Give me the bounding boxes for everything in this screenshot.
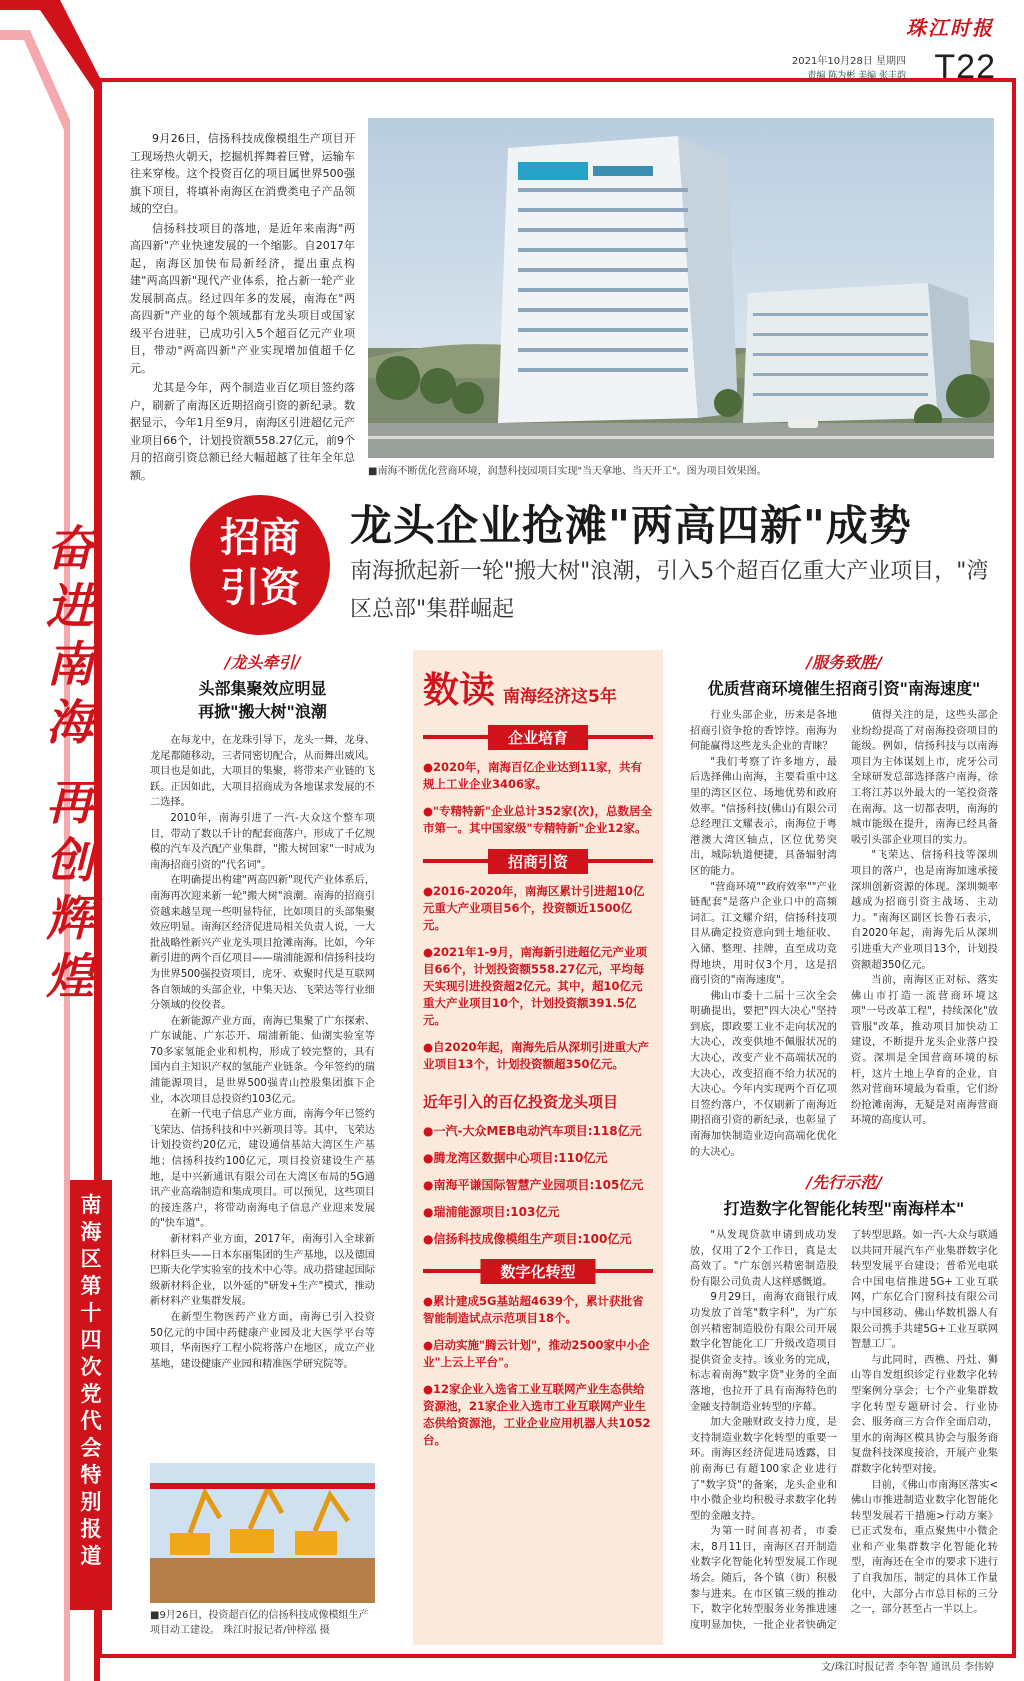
project-list-title: 近年引入的百亿投资龙头项目 (423, 1093, 619, 1111)
page-subheadline: 南海掀起新一轮"搬大树"浪潮，引入5个超百亿重大产业项目，"湾区总部"集群崛起 (350, 559, 989, 622)
issue-date: 2021年10月28日 星期四 (791, 56, 906, 67)
project-item: ●南海平谦国际智慧产业园项目:105亿元 (423, 1178, 644, 1192)
construction-site-photo (150, 1463, 375, 1603)
stat-item: ●"专精特新"企业总计352家(次)，总数居全市第一。其中国家级"专精特新"企业12家。 (423, 804, 653, 835)
intro-paragraph: 尤其是今年，两个制造业百亿项目签约落户，刷新了南海区近期招商引资的新纪录。数据显示，今年1月至9月，南海区引进超亿元产业项目66个，计划投资额558.27亿元，前9个月的招商引资总额已经大幅超越了往年全年总额。 (130, 381, 355, 482)
page-number: T22 (934, 48, 996, 86)
project-item: ●信扬科技成像模组生产项目:100亿元 (423, 1232, 632, 1246)
slogan-line-1: 奋进南海 (45, 521, 94, 751)
data-sidebar (413, 650, 663, 1645)
editor-credit: 责编 陈为彬 美编 张丰韵 (807, 71, 906, 81)
article-service (690, 650, 998, 1160)
sidebar-title: 数读 南海经济这5年 (423, 669, 617, 711)
investment-badge: 招商 引资 (190, 495, 330, 635)
article-body: "从发现贷款申请到成功发放，仅用了2个工作日，真是太高效了。"广东创兴精密制造股份有限公司负责人这样感慨道。 9月29日，南海农商银行成功发放了首笔"数字科"，为广东创兴精密制造股份有限公司开展数字化智能化工厂升级改造项目提供资金支持。该业务的完成，标志着南海"数字贷"业务的全面落地，也拉开了具有南海特色的金融支持制造业转型的序幕。 加大金融财政支持力度，是支持制造业数字化转型的重要一环。南海区经济促进局透露，目前南海已有超100家企业进行了"数字贷"的备案，龙头企业和中小微企业均积极寻求数字化转型的金融支持。 为第一时间喜初者，市委末，8月11日，南海区召开制造业数字化智能化转型发展工作现场会。随后，各个镇（街）积极参与进来。在市区镇三级的推动下，数字化转型服务业务推进速度明显加快，一批企业者快确定了转型思路。如一汽-大众与联通以共同开展汽车产业集群数字化转型发展平台建设；普希光电联合中国电信推进5G+工业互联网，广东亿合门窗科技有限公司与中国移动、佛山华数机器人有限公司携手共建5G+工业互联网智慧工厂。 与此同时，西樵、丹灶、狮山等自发组织诊定行业数字化转型案例分享会；七个产业集群数字化转型专题研讨会、行业协会、服务商三方合作全面启动，里水的南海区模具协会与服务商复盘科技深度接洽，开展产业集群数字化转型对接。 目前，《佛山市南海区落实<佛山市推进制造业数字化智能化转型发展若干措施>行动方案》已正式发布，重点聚焦中小微企业和产业集群数字化智能化转型，南海还在全市的要求下进行了自我加压，制定的具体工作量化中，大部分占市总目标的三分之一，部分甚至占一半以上。 (690, 1230, 998, 1631)
newspaper-logo: 珠江时报 (906, 16, 994, 40)
section-tag: /先行示范/ (806, 1173, 882, 1192)
project-item: ●瑞浦能源项目:103亿元 (423, 1205, 560, 1219)
article-dragon-head (150, 650, 375, 1372)
stat-item: ●自2020年起，南海先后从深圳引进重大产业项目13个，计划投资额超350亿元。 (423, 1040, 650, 1071)
intro-paragraph: 信扬科技项目的落地，是近年来南海"两高四新"产业快速发展的一个缩影。自2017年起，南海区加快布局新经济，提出重点构建"两高四新"现代产业体系，抢占新一轮产业发展制高点。经过四年多的发展，南海在"两高四新"产业的每个领域都有龙头项目或国家级平台进驻，已成功引入5个超百亿元产业项目，带动"两高四新"产业实现增加值超千亿元。 (130, 221, 355, 375)
stat-item: ●累计建成5G基站超4639个，累计获批省智能制造试点示范项目18个。 (423, 1294, 644, 1325)
section-tag: /龙头牵引/ (224, 653, 301, 672)
section-title: 优质营商环境催生招商引资"南海速度" (707, 679, 981, 698)
project-item: ●一汽-大众MEB电动汽车项目:118亿元 (423, 1124, 642, 1138)
sidebar-section-header: 数字化转型 (423, 1259, 653, 1283)
page-headline: 龙头企业抢滩"两高四新"成势 (350, 501, 912, 550)
stat-item: ●启动实施"腾云计划"，推动2500家中小企业"上云上平台"。 (423, 1338, 650, 1369)
vertical-slogan (42, 520, 98, 1006)
slogan-line-2: 再创辉煌 (45, 775, 94, 1005)
article-digital (690, 1170, 998, 1633)
sidebar-section-header: 招商引资 (423, 849, 653, 873)
section-tag: /服务致胜/ (806, 653, 882, 672)
article-body: 在每龙中，在龙珠引导下，龙头一舞，龙身、龙尾都随移动，三者同密切配合，从而舞出威风。项目也是如此，大项目的集聚，将带来产业链的飞跃。正因如此，大项目招商成为各地谋求发展的不二选择。 2010年，南海引进了一汽-大众这个整车项目，带动了数以千计的配套商落户，形成了千亿规模的汽车及汽配产业集群，"搬大树回家"一时成为南海招商引资的"代名词"。 在明确提出构建"两高四新"现代产业体系后，南海再次迎来新一轮"搬大树"浪潮。南海的招商引资越来越呈现一些明显特征，比如项目的头部集聚效应明显。南海区经济促进局相关负责人说，一大批战略性新兴产业龙头项目抢滩南海。比如，今年新引进的两个百亿项目——瑞浦能源和信扬科技均为世界500强投资项目，虎牙、欢聚时代是互联网各自领域的头部企业，中集天达、飞荣达等行业细分领域的佼佼者。 在新能源产业方面，南海已集聚了广东探索、广东诚能、广东芯开、瑞浦新能、仙湖实验室等70多家氢能企业和机构，形成了较完整的，具有国内自主知识产权的氢能产业链条。今年签约的瑞浦能源项目，是世界500强青山控股集团旗下企业，本次项目总投资约103亿元。 在新一代电子信息产业方面，南海今年已签约飞荣达、信扬科技和中兴新项目等。其中，飞荣达计划投资约20亿元，建设通信基站大湾区生产基地；信扬科技约100亿元，项目投资建设生产基地，是中兴新通讯有限公司在大湾区布局的5G通讯产业高端制造和集成项目。可以预见，这些项目的接连落户，将带动南海电子信息产业迎来发展的"快车道"。 新材料产业方面，2017年，南海引入全球新材料巨头——日本东丽集团的生产基地，以及德国巴斯夫化学实验室的技术中心等。成功搭建起国际级新材料企业，以外延的"研发+生产"模式，推动新材料产业集群发展。 在新型生物医药产业方面，南海已引入投资50亿元的中国中药健康产业园及北大医学平台等项目，华南医疗工程小院将落户在地区，成立产业基地，建设健康产业园和精准医学研究院等。 (150, 735, 375, 1370)
stat-item: ●2016-2020年，南海区累计引进超10亿元重大产业项目56个，投资额近1500亿元。 (423, 884, 645, 932)
project-item: ●腾龙湾区数据中心项目:110亿元 (423, 1151, 608, 1165)
section-title: 打造数字化智能化转型"南海样本" (723, 1199, 965, 1218)
building-rendering-image (368, 118, 994, 458)
intro-paragraph: 9月26日，信扬科技成像模组生产项目开工现场热火朝天，挖掘机挥舞着巨臂，运输车往来穿梭。这个投资百亿的项目属世界500强旗下项目，将填补南海区在消费类电子产品领域的空白。 (130, 132, 355, 215)
byline: 文/珠江时报记者 李年智 通讯员 李伟婷 (821, 1662, 994, 1673)
stat-item: ●2020年，南海百亿企业达到11家，共有规上工业企业3406家。 (423, 760, 643, 791)
photo-caption: ■南海不断优化营商环境，润慧科技园项目实现"当天拿地、当天开工"。图为项目效果图。 (368, 466, 767, 477)
photo-caption: ■9月26日，投资超百亿的信扬科技成像模组生产项目动工建设。 珠江时报记者/钟梓泓 摄 (150, 1610, 369, 1636)
section-title: 头部集聚效应明显 再掀"搬大树"浪潮 (198, 679, 327, 721)
sidebar-section-header: 企业培育 (423, 725, 653, 749)
stat-item: ●2021年1-9月，南海新引进超亿元产业项目66个，计划投资额558.27亿元，平均每天实现引进投资超2亿元。其中，超10亿元重大产业项目10个，计划投资额391.5亿元。 (423, 945, 647, 1027)
article-body: 行业头部企业，历来是各地招商引资争抢的香饽饽。南海为何能赢得这些龙头企业的青睐？ "我们考察了许多地方，最后选择佛山南海，主要看重中这里的湾区区位、场地优势和政府效率。"信扬科技(佛山)有限公司总经理江文耀表示，南海位于粤港澳大湾区轴点，区位优势突出，城际轨道便捷，具备辐射湾区的能力。 "营商环境""政府效率""产业链配套"是落户企业口中的高频词汇。江文耀介绍，信扬科技项目从确定投资意向到土地征收、入储、整理、挂牌，直至成功竞得地块，用时仅3个月，这是招商引资的"南海速度"。 佛山市委十二届十三次全会明确提出，要把"四大决心"坚持到底，即政要工业不走向状况的大决心，改变供地不佩服状况的大决心，改变产业不高端状况的大决心，改变招商不给力状况的大决心。今年内实现两个百亿项目签约落户，不仅刷新了南海近期招商引资的新纪录，也彰显了南海加快制造业迈向高端化优化的大决心。 值得关注的是，这些头部企业纷纷提高了对南海投资项目的能级。例如，信扬科技与以南海项目为主体谋划上市，虎牙公司全球研发总部选择落户南海，徐工将江苏以外最大的一笔投资落在南海。这一切都表明，南海的城市能级在提升，南海已经具备吸引头部企业项目的实力。 "飞荣达、信扬科技等深圳项目的落户，也是南海加速承接深圳创新资源的体现。深圳频率越成为招商引资主战场、主动力。"南海区副区长鲁石表示，自2020年起，南海先后从深圳引进重大产业项目13个，计划投资额超350亿元。 当前，南海区正对标、落实佛山市打造一流营商环境这项"一号改革工程"，持续深化"放管服"改革，推动项目加快动工建设，不断提升龙头企业落户投资。深圳是全国营商环境的标杆，这片土地上孕育的企业，自然对营商环境最为看重，它们纷纷抢滩南海，无疑是对南海营商环境的高度认可。 (690, 710, 998, 1158)
special-report-banner: 南海区第十四次党代会特别报道 (70, 1180, 112, 1610)
masthead (786, 8, 996, 86)
intro-article (130, 130, 355, 486)
stat-item: ●12家企业入选省工业互联网产业生态供给资源池，21家企业入选市工业互联网产业生态供给资源池，工业企业应用机器人共1052台。 (423, 1382, 651, 1447)
